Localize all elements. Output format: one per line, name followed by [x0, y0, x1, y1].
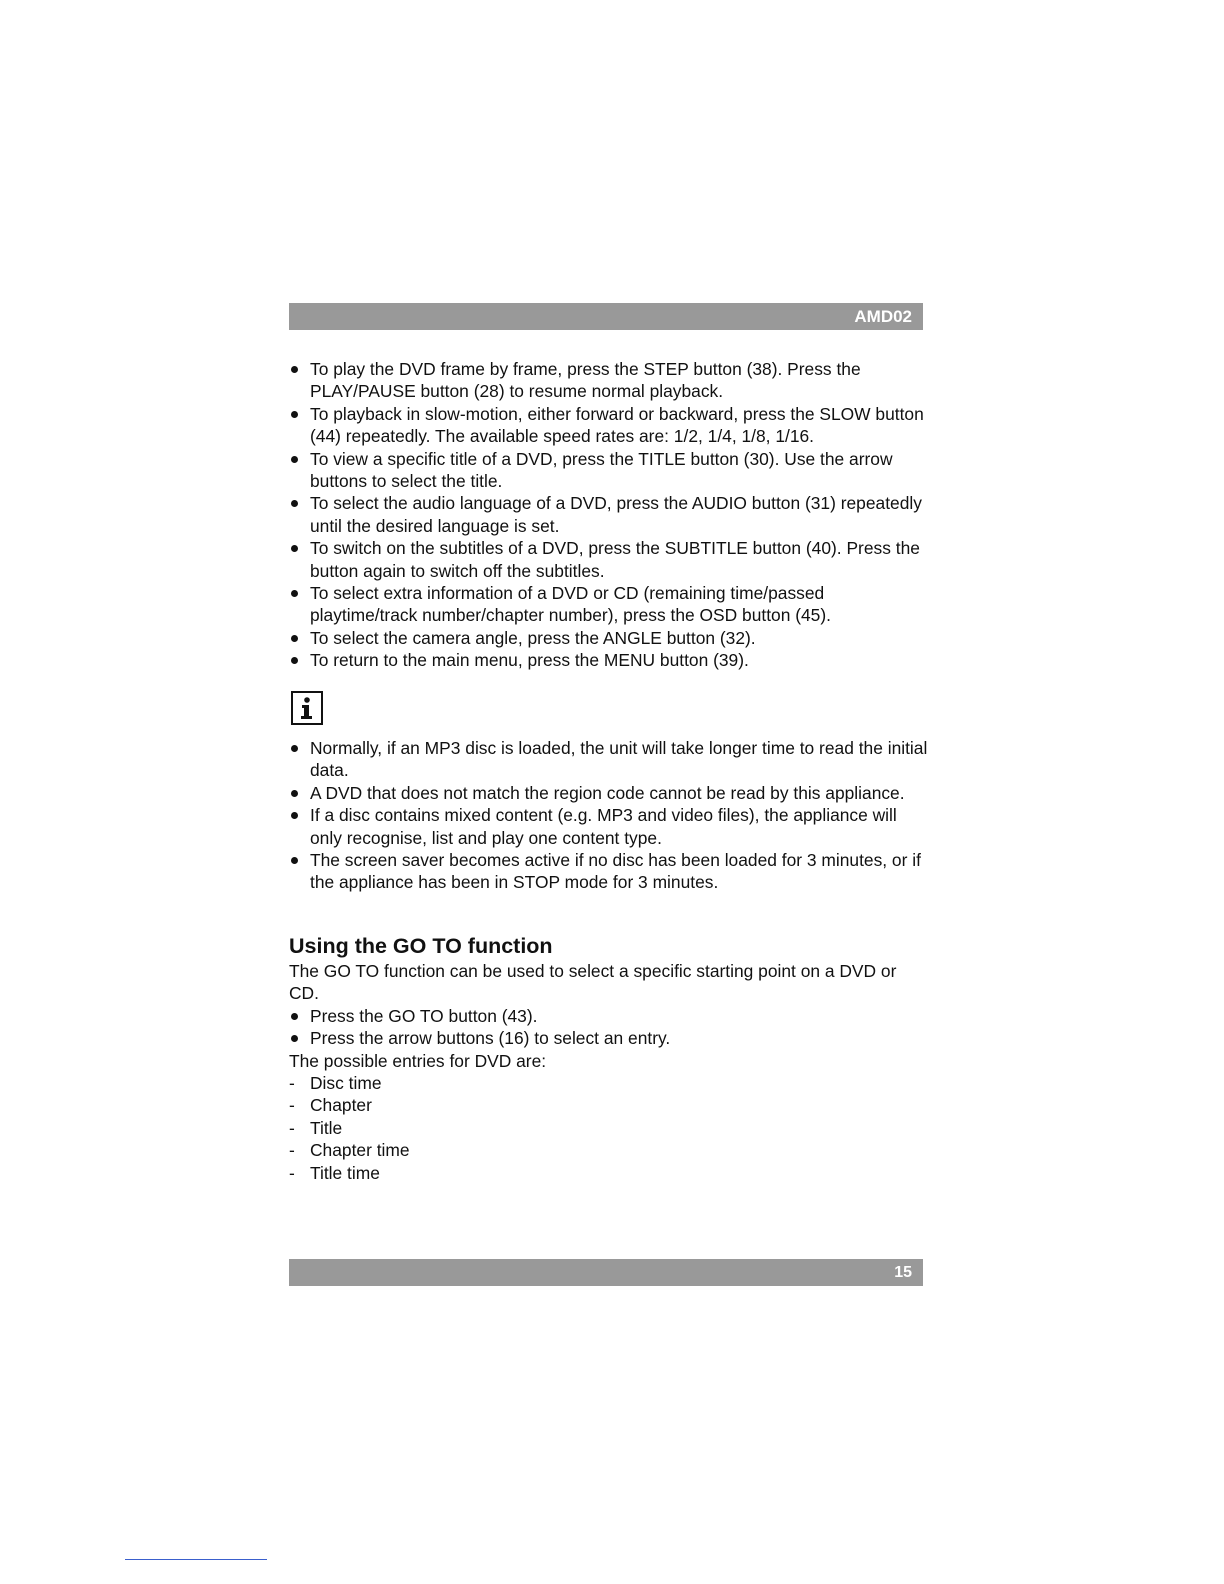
list-item: To switch on the subtitles of a DVD, press the SUBTITLE button (40). Press the button again to switch off the subtitles. — [289, 537, 929, 582]
list-item: - Chapter — [289, 1094, 929, 1116]
list-item: To play the DVD frame by frame, press the STEP button (38). Press the PLAY/PAUSE button (28) to resume normal playback. — [289, 358, 929, 403]
list-item: To view a specific title of a DVD, press the TITLE button (30). Use the arrow buttons to select the title. — [289, 448, 929, 493]
section-title: Using the GO TO function — [289, 934, 553, 958]
list-item: Press the GO TO button (43). — [289, 1005, 929, 1027]
section-intro: The GO TO function can be used to select a specific starting point on a DVD or CD. — [289, 961, 897, 1004]
page-number: 15 — [894, 1264, 912, 1281]
divider — [125, 1559, 267, 1560]
header-bar — [289, 303, 923, 330]
list-item: To select the audio language of a DVD, press the AUDIO button (31) repeatedly until the desired language is set. — [289, 492, 929, 537]
footer-bar — [289, 1259, 923, 1286]
list-item: Normally, if an MP3 disc is loaded, the unit will take longer time to read the initial data. — [289, 737, 929, 782]
list-item: - Title time — [289, 1162, 929, 1184]
list-item: - Chapter time — [289, 1139, 929, 1161]
list-item: To return to the main menu, press the MENU button (39). — [289, 649, 929, 671]
list-item: If a disc contains mixed content (e.g. MP3 and video files), the appliance will only recognise, list and play one content type. — [289, 804, 929, 849]
playback-instructions — [289, 358, 929, 672]
info-icon — [291, 691, 323, 725]
list-item: The screen saver becomes active if no disc has been loaded for 3 minutes, or if the appliance has been in STOP mode for 3 minutes. — [289, 849, 929, 894]
list-item: To select extra information of a DVD or CD (remaining time/passed playtime/track number/chapter number), press the OSD button (45). — [289, 582, 929, 627]
notes-list — [289, 737, 929, 894]
entries-intro: The possible entries for DVD are: — [289, 1050, 547, 1071]
list-item: Press the arrow buttons (16) to select an entry. — [289, 1027, 929, 1049]
list-item: A DVD that does not match the region code cannot be read by this appliance. — [289, 782, 929, 804]
model-name: AMD02 — [854, 307, 912, 326]
list-item: - Disc time — [289, 1072, 929, 1094]
list-item: To select the camera angle, press the ANGLE button (32). — [289, 627, 929, 649]
list-item: To playback in slow-motion, either forward or backward, press the SLOW button (44) repeatedly. The available speed rates are: 1/2, 1/4, 1/8, 1/16. — [289, 403, 929, 448]
list-item: - Title — [289, 1117, 929, 1139]
goto-section — [289, 933, 929, 1184]
